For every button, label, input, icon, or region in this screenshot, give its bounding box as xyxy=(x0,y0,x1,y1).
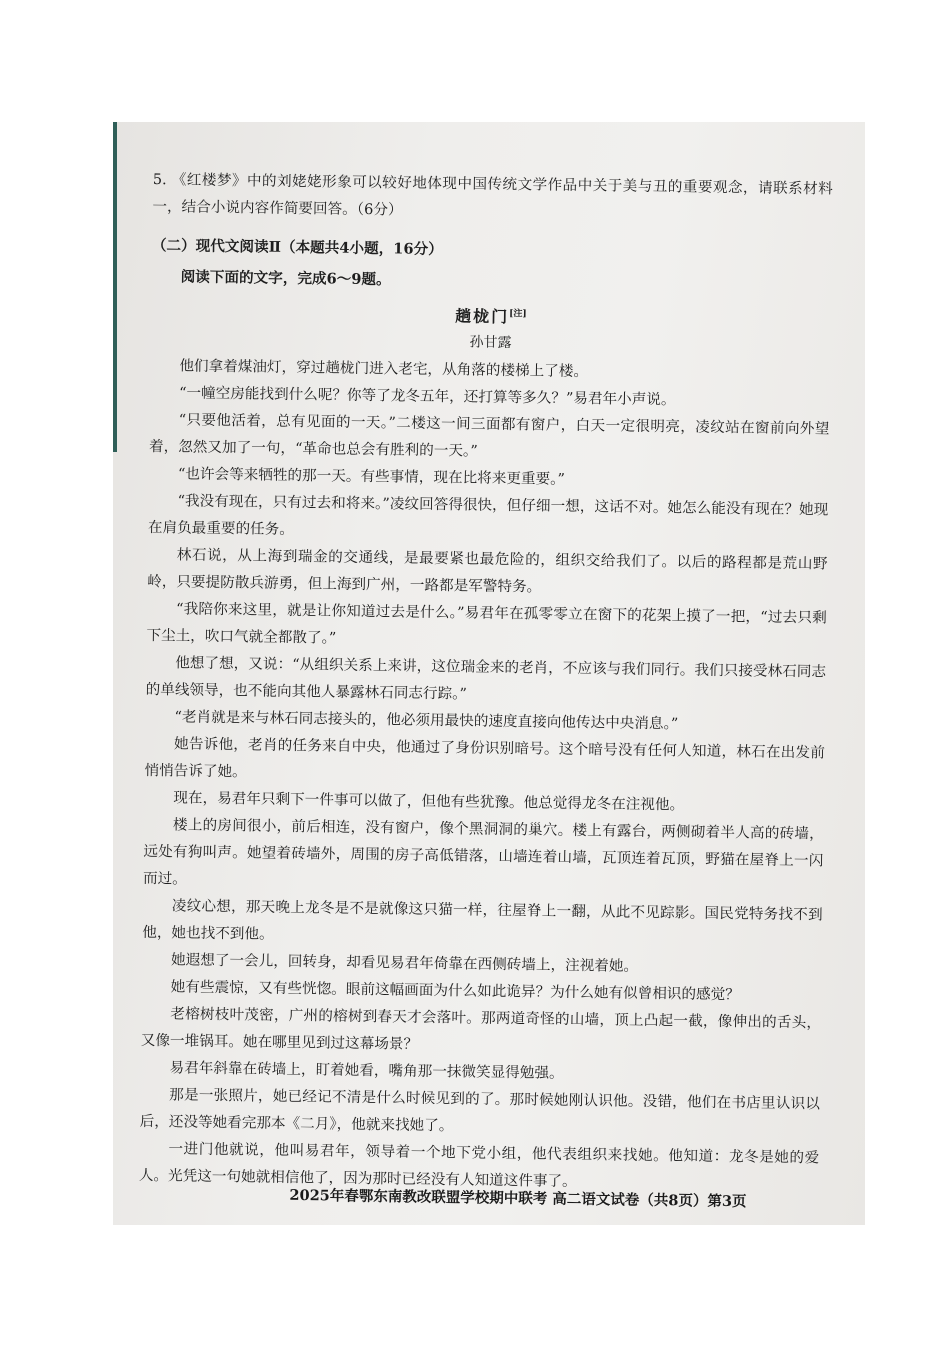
binder-edge xyxy=(113,122,117,452)
page-footer: 2025年春鄂东南教改联盟学校期中联考 高二语文试卷（共8页）第3页 xyxy=(289,1186,747,1211)
paragraph: 他们拿着煤油灯，穿过趟栊门进入老宅，从角落的楼梯上了楼。 xyxy=(179,357,589,381)
paragraph: 那是一张照片，她已经记不清是什么时候见到的了。那时候她刚认识他。没错，他们在书店里认识以后，还没等她看完那本《二月》，他就来找她了。 xyxy=(139,1086,821,1135)
paragraph: 林石说，从上海到瑞金的交通线，是最要紧也最危险的，组织交给我们了。以后的路程都是荒山野岭，只要提防散兵游勇，但上海到广州，一路都是军警特务。 xyxy=(147,546,828,596)
story-title: 趟栊门 xyxy=(455,306,510,327)
paragraph: “只要他活着，总有见面的一天。”二楼这一间三面都有窗户，白天一定很明亮，凌纹站在窗前向外望着，忽然又加了一句，“革命也总会有胜利的一天。” xyxy=(148,411,830,460)
paragraph: 他想了想，又说：“从组织关系上来讲，这位瑞金来的老肖，不应该与我们同行。我们只接受林石同志的单线领导，也不能向其他人暴露林石同志行踪。” xyxy=(145,654,827,703)
paragraph: 她告诉他，老肖的任务来自中央，他通过了身份识别暗号。这个暗号没有任何人知道，林石在出发前悄悄告诉了她。 xyxy=(144,735,825,781)
paragraph: “老肖就是来与林石同志接头的，他必须用最快的速度直接向他传达中央消息。” xyxy=(174,708,679,733)
paragraph: “我没有现在，只有过去和将来。”凌纹回答得很快，但仔细一想，这话不对。她怎么能没有现在？她现在肩负最重要的任务。 xyxy=(147,492,829,539)
paragraph: 易君年斜靠在砖墙上，盯着她看，嘴角那一抹微笑显得勉强。 xyxy=(169,1059,564,1083)
paragraph: “我陪你来这里，就是让你知道过去是什么。”易君年在孤零零立在窗下的花架上摸了一把，“过去只剩下尘土，吹口气就全都散了。” xyxy=(146,600,827,647)
paragraph: “一幢空房能找到什么呢？你等了龙冬五年，还打算等多久？”易君年小声说。 xyxy=(178,384,676,409)
paragraph: 楼上的房间很小，前后相连，没有窗户，像个黑洞洞的巢穴。楼上有露台，两侧砌着半人高的砖墙，远处有狗叫声。她望着砖墙外，周围的房子高低错落，山墙连着山墙，瓦顶连着瓦顶，野猫在屋脊上一闪而过。 xyxy=(142,816,824,888)
paragraph: “也许会等来牺牲的那一天。有些事情，现在比将来更重要。” xyxy=(177,465,566,489)
paragraph: 她有些震惊，又有些恍惚。眼前这幅画面为什么如此诡异？为什么她有似曾相识的感觉？ xyxy=(170,978,740,1004)
paragraph: 现在，易君年只剩下一件事可以做了，但他有些犹豫。他总觉得龙冬在注视他。 xyxy=(173,789,685,814)
question-5: 5. 《红楼梦》中的刘姥姥形象可以较好地体现中国传统文学作品中关于美与丑的重要观念，请联系材料一，结合小说内容作简要回答。（6分） xyxy=(152,170,833,219)
paragraph: 她遐想了一会儿，回转身，却看见易君年倚靠在西侧砖墙上，注视着她。 xyxy=(170,951,639,976)
story-author: 孙甘露 xyxy=(469,334,512,352)
exam-page-content xyxy=(139,166,833,1199)
paragraph: 老榕树枝叶茂密，广州的榕树到春天才会落叶。那两道奇怪的山墙，顶上凸起一截，像伸出的舌头，又像一堆锅耳。她在哪里见到过这幕场景？ xyxy=(140,1005,822,1054)
section-heading: （二）现代文阅读Ⅱ（本题共4小题，16分） xyxy=(151,236,443,259)
scanned-page-photo xyxy=(113,122,865,1225)
reading-instruction: 阅读下面的文字，完成6～9题。 xyxy=(180,268,391,289)
title-note: [注] xyxy=(509,308,527,320)
paragraph: 一进门他就说，他叫易君年，领导着一个地下党小组，他代表组织来找她。他知道：龙冬是她的爱人。光凭这一句她就相信他了，因为那时已经没有人知道这件事了。 xyxy=(138,1140,820,1191)
paragraph: 凌纹心想，那天晚上龙冬是不是就像这只猫一样，往屋脊上一翻，从此不见踪影。国民党特务找不到他，她也找不到他。 xyxy=(142,897,823,944)
